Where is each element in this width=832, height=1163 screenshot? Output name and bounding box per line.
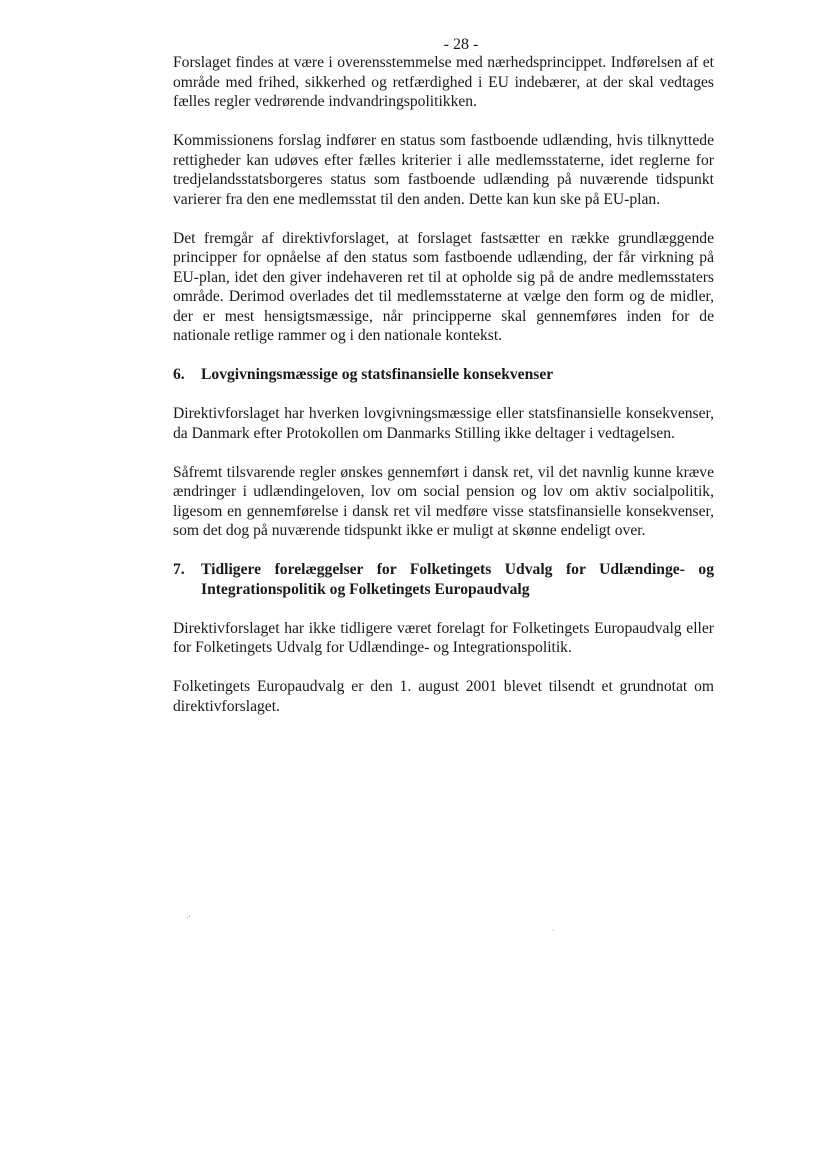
paragraph-commission-proposal: Kommissionens forslag indfører en status som fastboende udlænding, hvis tilknyttede rettigheder kan udøves efter fælles kriterier i alle medlemsstaterne, idet reglerne for tredjelandsstatsborgeres status som fastboende udlænding på nuværende tidspunkt varierer fra den ene medlemsstat til den anden. Dette kan kun ske på EU-plan. (173, 132, 714, 208)
paragraph-previous-submissions: Direktivforslaget har ikke tidligere været forelagt for Folketingets Europaudvalg eller for Folketingets Udvalg for Udlændinge- og Integrationspolitik. (173, 619, 714, 656)
paragraph-basic-note: Folketingets Europaudvalg er den 1. august 2001 blevet tilsendt et grundnotat om direktivforslaget. (173, 678, 714, 715)
section-number: 7. (173, 561, 185, 578)
page-number: - 28 - (443, 36, 479, 53)
section-title: Tidligere forelæggelser for Folketingets Udvalg for Udlændinge- og Integrationspolitik og Folketingets Europaudvalg (201, 561, 714, 598)
scan-speck: · (552, 926, 555, 935)
paragraph-consequences: Direktivforslaget har hverken lovgivningsmæssige eller statsfinansielle konsekvenser, da Danmark efter Protokollen om Danmarks Stilling ikke deltager i vedtagelsen. (173, 405, 714, 442)
scan-speck: ·' (186, 914, 191, 923)
paragraph-subsidiarity: Forslaget findes at være i overensstemmelse med nærhedsprincippet. Indførelsen af et område med frihed, sikkerhed og retfærdighed i EU indebærer, at der skal vedtages fælles regler vedrørende indvandringspolitikken. (173, 54, 714, 110)
section-heading-6 (173, 365, 714, 385)
paragraph-principles: Det fremgår af direktivforslaget, at forslaget fastsætter en række grundlæggende principper for opnåelse af den status som fastboende udlænding, der får virkning på EU-plan, idet den giver indehaveren ret til at opholde sig på de andre medlemsstaters område. Derimod overlades det til medlemsstaterne at vælge den form og de midler, der er mest hensigtsmæssige, når principperne skal gennemføres inden for de nationale retlige rammer og i den nationale kontekst. (173, 229, 714, 344)
section-heading-7 (173, 560, 714, 599)
document-body (173, 53, 714, 736)
section-title: Lovgivningsmæssige og statsfinansielle konsekvenser (201, 366, 554, 383)
paragraph-danish-law: Såfremt tilsvarende regler ønskes gennemført i dansk ret, vil det navnlig kunne kræve ændringer i udlændingeloven, lov om social pension og lov om aktiv socialpolitik, ligesom en gennemførelse i dansk ret vil medføre visse statsfinansielle konsekvenser, som det dog på nuværende tidspunkt ikke er muligt at skønne endeligt over. (173, 463, 714, 539)
section-number: 6. (173, 366, 185, 383)
